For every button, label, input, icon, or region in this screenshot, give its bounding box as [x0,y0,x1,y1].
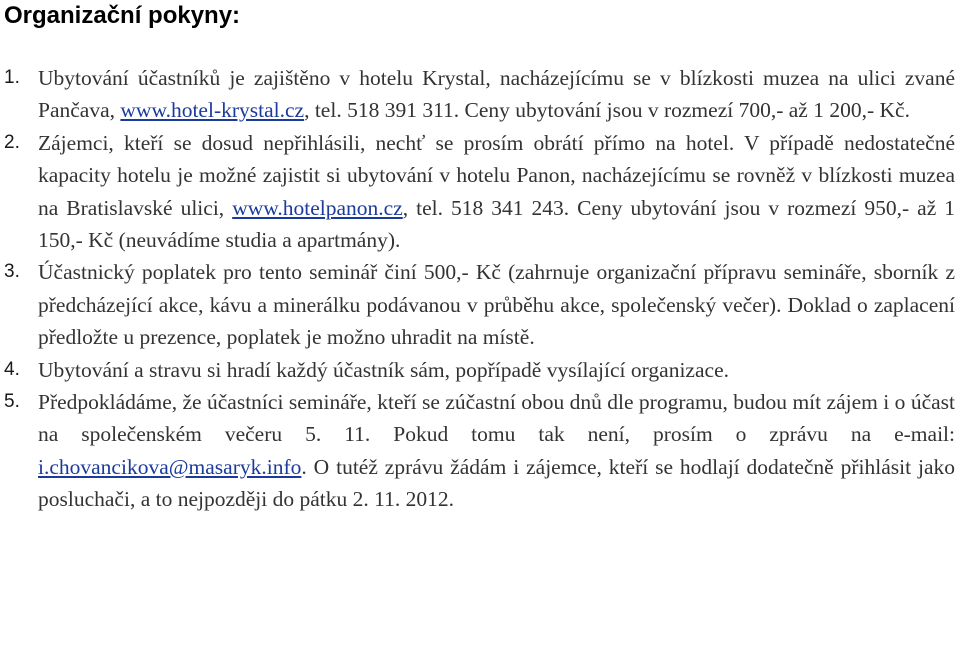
instructions-list [0,62,955,516]
item-text: Účastnický poplatek pro tento seminář činí 500,- Kč (zahrnuje organizační přípravu semináře, sborník z předcházející akce, kávu a minerálku podávanou v průběhu akce, společenský večer). Doklad o zaplacení předložte u prezence, poplatek je možno uhradit na místě. [38,260,955,350]
item-number: 4. [4,358,20,380]
hotel-krystal-link[interactable]: www.hotel-krystal.cz [120,98,305,123]
item-text: . O tutéž zprávu žádám i zájemce, kteří se hodlají dodatečně přihlásit jako posluchači, a to nejpozději do pátku 2. 11. 2012. [38,454,955,512]
hotel-panon-link[interactable]: www.hotelpanon.cz [232,195,403,220]
list-item-5 [0,386,955,516]
item-number: 1. [4,67,20,88]
email-link[interactable]: i.chovancikova@masaryk.info [38,454,302,479]
item-text: Zájemci, kteří se dosud nepřihlásili, nechť se prosím obrátí přímo na hotel. V případě nedostatečné kapacity hotelu je možné zajistit si ubytování v hotelu Panon, nacházejícímu se rovněž v blízkosti muzea na Bratislavské ulici, [38,130,955,220]
list-item-1 [0,62,955,127]
item-text: Ubytování účastníků je zajištěno v hotelu Krystal, nacházejícímu se v blízkosti muzea na ulici zvané Pančava, [38,66,955,123]
list-item-3 [0,256,955,353]
list-item-4 [0,354,955,386]
item-text: Předpokládáme, že účastníci semináře, kteří se zúčastní obou dnů dle programu, budou mít zájem i o účast na společenském večeru 5. 11. Pokud tomu tak není, prosím o zprávu na e-mail: [38,390,955,447]
list-item-2 [0,127,955,257]
page-title: Organizační pokyny: [4,2,241,29]
item-number: 5. [4,391,20,413]
item-text: , tel. 518 341 243. Ceny ubytování jsou v rozmezí 950,- až 1 150,- Kč (neuvádíme studia a apartmány). [38,195,955,253]
item-number: 3. [4,261,20,283]
item-text: Ubytování a stravu si hradí každý účastník sám, popřípadě vysílající organizace. [38,357,729,382]
item-text: , tel. 518 391 311. Ceny ubytování jsou v rozmezí 700,- až 1 200,- Kč. [304,98,910,123]
item-number: 2. [4,131,20,153]
